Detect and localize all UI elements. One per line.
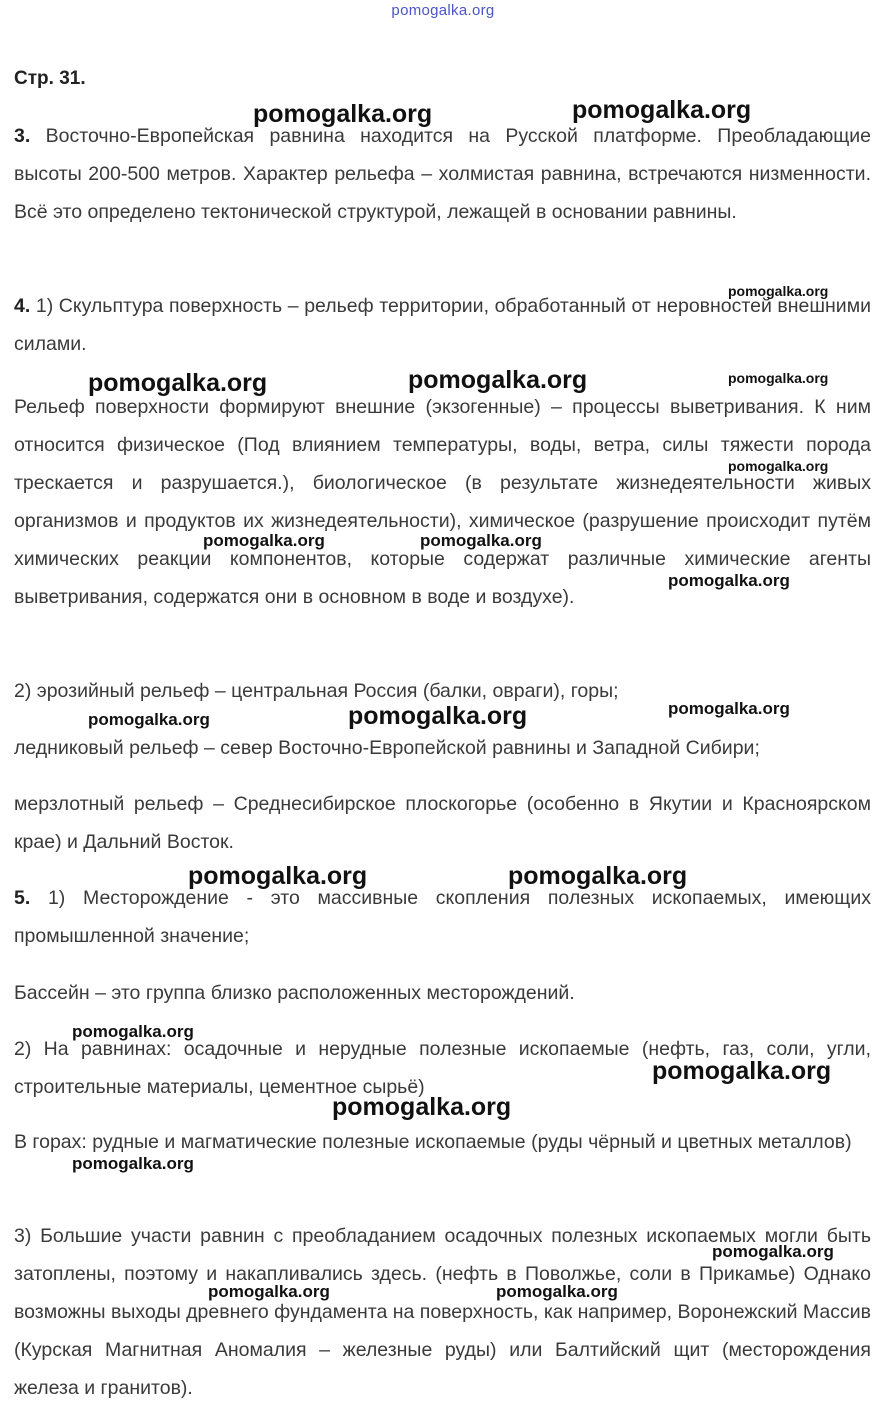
paragraph-4-2-glacial bbox=[14, 729, 871, 767]
item-number: 4. bbox=[14, 295, 31, 317]
watermark: pomogalka.org bbox=[208, 1282, 330, 1301]
paragraph-text: Бассейн – это группа близко расположенных месторождений. bbox=[14, 982, 575, 1004]
paragraph-text: 3) Большие участи равнин с преобладанием осадочных полезных ископаемых могли быть затоплены, поэтому и накапливались здесь. (нефть в Поволжье, соли в Прикамье) Однако возможны выходы древнего фундамента на поверхность, как например, Воронежский Массив (Курская Магнитная Аномалия – железные руды) или Балтийский щит (месторождения железа и гранитов). bbox=[14, 1225, 871, 1399]
watermark: pomogalka.org bbox=[408, 366, 588, 394]
watermark: pomogalka.org bbox=[88, 710, 210, 729]
paragraph-3 bbox=[14, 117, 871, 231]
watermark: pomogalka.org bbox=[72, 1154, 194, 1173]
paragraph-5-1 bbox=[14, 879, 871, 955]
paragraph-4-2-erosion bbox=[14, 672, 871, 710]
paragraph-text: 2) На равнинах: осадочные и нерудные полезные ископаемые (нефть, газ, соли, угли, строительные материалы, цементное сырьё) bbox=[14, 1038, 871, 1098]
paragraph-4-2-permafrost bbox=[14, 785, 871, 861]
watermark: pomogalka.org bbox=[728, 458, 829, 474]
paragraph-text: 1) Скульптура поверхность – рельеф территории, обработанный от неровностей внешними силами. bbox=[14, 295, 871, 355]
watermark: pomogalka.org bbox=[188, 862, 368, 890]
paragraph-5-3 bbox=[14, 1217, 871, 1407]
watermark: pomogalka.org bbox=[728, 283, 829, 299]
page-title: Стр. 31. bbox=[14, 68, 86, 89]
site-header[interactable]: pomogalka.org bbox=[391, 2, 495, 19]
watermark: pomogalka.org bbox=[332, 1093, 512, 1121]
paragraph-text: В горах: рудные и магматические полезные ископаемые (руды чёрный и цветных металлов) bbox=[14, 1131, 852, 1153]
watermark: pomogalka.org bbox=[652, 1057, 832, 1085]
paragraph-5-2-mountains bbox=[14, 1123, 871, 1161]
watermark: pomogalka.org bbox=[348, 702, 528, 730]
paragraph-4-1 bbox=[14, 287, 871, 363]
paragraph-5-basin bbox=[14, 974, 871, 1012]
watermark: pomogalka.org bbox=[88, 369, 268, 397]
paragraph-text: ледниковый рельеф – север Восточно-Европейской равнины и Западной Сибири; bbox=[14, 737, 760, 759]
watermark: pomogalka.org bbox=[420, 531, 542, 550]
paragraph-text: 2) эрозийный рельеф – центральная Россия (балки, овраги), горы; bbox=[14, 680, 619, 702]
paragraph-5-2-plains bbox=[14, 1030, 871, 1106]
watermark: pomogalka.org bbox=[712, 1242, 834, 1261]
item-number: 3. bbox=[14, 125, 31, 147]
watermark: pomogalka.org bbox=[572, 96, 752, 124]
paragraph-text: мерзлотный рельеф – Среднесибирское плоскогорье (особенно в Якутии и Красноярском крае) и Дальний Восток. bbox=[14, 793, 871, 853]
paragraph-text: Восточно-Европейская равнина находится на Русской платформе. Преобладающие высоты 200-500 метров. Характер рельефа – холмистая равнина, встречаются низменности. Всё это определено тектонической структурой, лежащей в основании равнины. bbox=[14, 125, 871, 223]
watermark: pomogalka.org bbox=[508, 862, 688, 890]
paragraph-4-exogenous bbox=[14, 388, 871, 616]
paragraph-text: Рельеф поверхности формируют внешние (экзогенные) – процессы выветривания. К ним относится физическое (Под влиянием температуры, воды, ветра, силы тяжести порода трескается и разрушается.), биологическое (в результате жизнедеятельности живых организмов и продуктов их жизнедеятельности), химическое (разрушение происходит путём химических реакции компонентов, которые содержат различные химические агенты выветривания, содержатся они в основном в воде и воздухе). bbox=[14, 396, 871, 608]
item-number: 5. bbox=[14, 887, 31, 909]
watermark: pomogalka.org bbox=[668, 571, 790, 590]
watermark: pomogalka.org bbox=[253, 100, 433, 128]
paragraph-text: 1) Месторождение - это массивные скопления полезных ископаемых, имеющих промышленной значение; bbox=[14, 887, 871, 947]
watermark: pomogalka.org bbox=[668, 699, 790, 718]
watermark: pomogalka.org bbox=[72, 1022, 194, 1041]
watermark: pomogalka.org bbox=[728, 370, 829, 386]
watermark: pomogalka.org bbox=[203, 531, 325, 550]
watermark: pomogalka.org bbox=[496, 1282, 618, 1301]
